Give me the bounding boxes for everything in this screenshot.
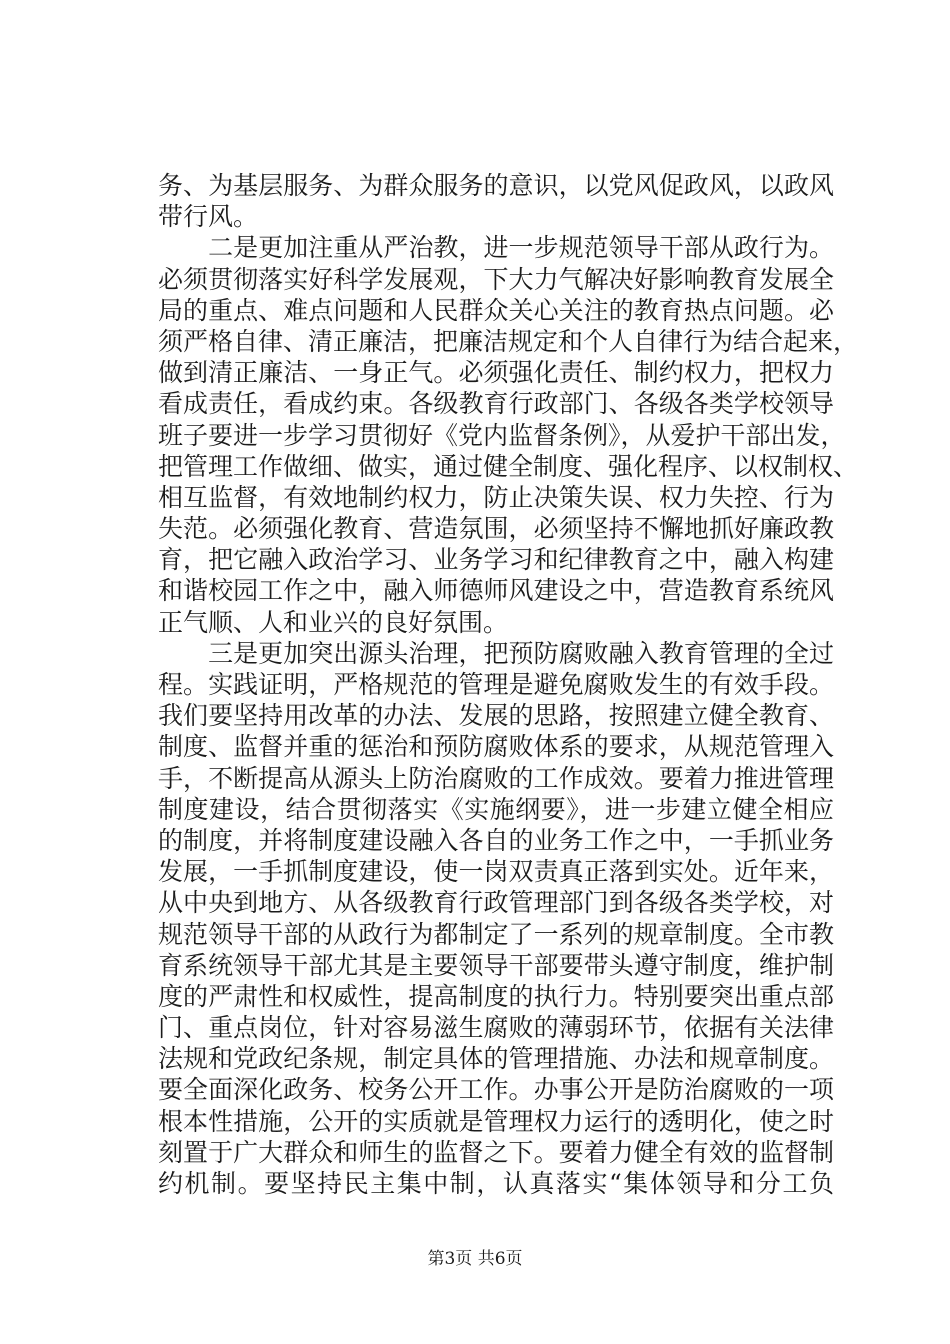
text-line: 度的严肃性和权威性，提高制度的执行力。特别要突出重点部 — [158, 981, 834, 1011]
text-line: 相互监督，有效地制约权力，防止决策失误、权力失控、行为 — [158, 482, 834, 512]
text-line: 规范领导干部的从政行为都制定了一系列的规章制度。全市教 — [158, 919, 834, 949]
text-line: 刻置于广大群众和师生的监督之下。要着力健全有效的监督制 — [158, 1137, 834, 1167]
text-line: 三是更加突出源头治理，把预防腐败融入教育管理的全过 — [158, 638, 834, 668]
page-footer: 第3页 共6页 — [427, 1249, 523, 1269]
text-line: 带行风。 — [158, 202, 259, 232]
text-line: 的制度，并将制度建设融入各自的业务工作之中，一手抓业务 — [158, 825, 834, 855]
text-line: 发展，一手抓制度建设，使一岗双责真正落到实处。近年来， — [158, 857, 834, 887]
text-line: 须严格自律、清正廉洁，把廉洁规定和个人自律行为结合起来， — [158, 326, 859, 356]
text-line: 做到清正廉洁、一身正气。必须强化责任、制约权力，把权力 — [158, 358, 834, 388]
text-line: 程。实践证明，严格规范的管理是避免腐败发生的有效手段。 — [158, 670, 834, 699]
text-line: 根本性措施，公开的实质就是管理权力运行的透明化，使之时 — [158, 1106, 834, 1136]
text-line: 育，把它融入政治学习、业务学习和纪律教育之中，融入构建 — [158, 545, 834, 575]
text-line: 手，不断提高从源头上防治腐败的工作成效。要着力推进管理 — [158, 763, 834, 793]
text-line: 班子要进一步学习贯彻好《党内监督条例》，从爱护干部出发， — [158, 420, 846, 450]
text-line: 局的重点、难点问题和人民群众关心关注的教育热点问题。必 — [158, 295, 834, 325]
text-line: 把管理工作做细、做实，通过健全制度、强化程序、以权制权、 — [158, 451, 859, 481]
text-line: 务、为基层服务、为群众服务的意识，以党风促政风，以政风 — [158, 171, 834, 200]
text-line: 看成责任，看成约束。各级教育行政部门、各级各类学校领导 — [158, 389, 834, 419]
text-line: 二是更加注重从严治教，进一步规范领导干部从政行为。 — [158, 233, 834, 263]
text-line: 育系统领导干部尤其是主要领导干部要带头遵守制度，维护制 — [158, 950, 834, 980]
text-line: 制度建设，结合贯彻落实《实施纲要》，进一步建立健全相应 — [158, 794, 834, 824]
text-line: 正气顺、人和业兴的良好氛围。 — [158, 607, 509, 637]
text-line: 从中央到地方、从各级教育行政管理部门到各级各类学校，对 — [158, 888, 834, 918]
text-line: 门、重点岗位，针对容易滋生腐败的薄弱环节，依据有关法律 — [158, 1013, 834, 1043]
body-text — [158, 170, 859, 1199]
text-line: 失范。必须强化教育、营造氛围，必须坚持不懈地抓好廉政教 — [158, 514, 834, 544]
text-line: 必须贯彻落实好科学发展观，下大力气解决好影响教育发展全 — [158, 264, 834, 294]
text-line: 约机制。要坚持民主集中制，认真落实“集体领导和分工负 — [158, 1169, 834, 1198]
text-line: 要全面深化政务、校务公开工作。办事公开是防治腐败的一项 — [158, 1075, 834, 1105]
text-line: 法规和党政纪条规，制定具体的管理措施、办法和规章制度。 — [158, 1044, 834, 1074]
text-line: 我们要坚持用改革的办法、发展的思路，按照建立健全教育、 — [158, 701, 834, 731]
text-line: 和谐校园工作之中，融入师德师风建设之中，营造教育系统风 — [158, 576, 834, 606]
text-line: 制度、监督并重的惩治和预防腐败体系的要求，从规范管理入 — [158, 732, 834, 762]
